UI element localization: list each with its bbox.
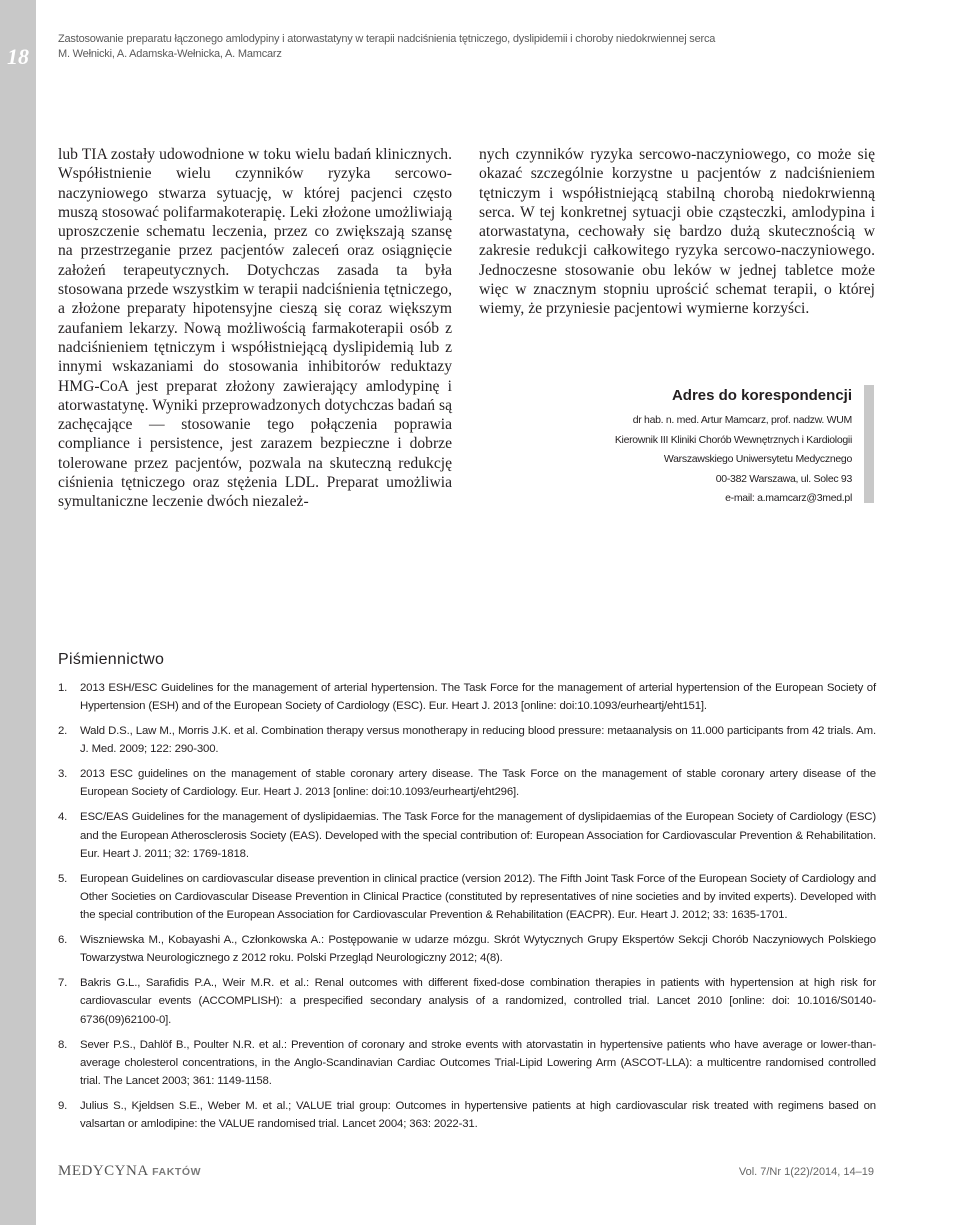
journal-name: MEDYCYNA bbox=[58, 1163, 148, 1179]
reference-text: European Guidelines on cardiovascular disease prevention in clinical practice (version 2012). The Fifth Joint Task Force of the European Society of Cardiology and Other Societies on Cardiovascular Disease Prevention in Clinical Practice (constituted by representatives of nine societies and by invited experts). Developed with the special contribution of the European Association for Cardiovascular Prevention & Rehabilitation (EACPR). Eur. Heart J. 2012; 33: 1635-1701. bbox=[80, 872, 876, 922]
reference-number: 9. bbox=[58, 1099, 68, 1112]
reference-item bbox=[58, 679, 876, 716]
journal-name-suffix: FAKTÓW bbox=[152, 1166, 202, 1178]
reference-item bbox=[58, 931, 876, 968]
correspondence-block bbox=[600, 385, 852, 509]
body-paragraph-right: nych czynników ryzyka sercowo-naczyniowego, co może się okazać szczególnie korzystne u pacjentów z nadciśnieniem tętniczym i współistniejącą stabilną chorobą niedokrwienną serca. W tej konkretnej sytuacji obie cząsteczki, amlodypina i atorwastatyna, cechowały się bardzo dużą skutecznością w zakresie redukcji całkowitego ryzyka sercowo-naczyniowego. Jednoczesne stosowanie obu leków w jednej tabletce może więc w znacznym stopniu uprościć schemat terapii, o której wiemy, że przyniesie pacjentowi wymierne korzyści. bbox=[479, 146, 875, 318]
reference-text: 2013 ESC guidelines on the management of stable coronary artery disease. The Task Force on the management of stable coronary artery disease of the European Society of Cardiology. Eur. Heart J. 2013 [online: doi:10.1093/eurheartj/eht296]. bbox=[80, 768, 876, 799]
reference-text: Julius S., Kjeldsen S.E., Weber M. et al.; VALUE trial group: Outcomes in hypertensive patients at high cardiovascular risk treated with regimens based on valsartan or amlodipine: the VALUE randomised trial. Lancet 2004; 363: 2022-31. bbox=[80, 1099, 876, 1131]
reference-number: 6. bbox=[58, 934, 68, 947]
reference-item bbox=[58, 808, 876, 863]
running-header-title: Zastosowanie preparatu łączonego amlodypiny i atorwastatyny w terapii nadciśnienia tętniczego, dyslipidemii i choroby niedokrwiennej serca bbox=[58, 33, 716, 45]
references-heading: Piśmiennictwo bbox=[58, 651, 165, 668]
reference-number: 2. bbox=[58, 725, 68, 738]
journal-logo bbox=[58, 1163, 201, 1180]
reference-number: 5. bbox=[58, 872, 68, 885]
page-number: 18 bbox=[7, 44, 29, 69]
reference-text: 2013 ESH/ESC Guidelines for the management of arterial hypertension. The Task Force for the management of arterial hypertension of the European Society of Hypertension (ESH) and of the European Society of Cardiology (ESC). Eur. Heart J. 2013 [online: doi:10.1093/eurheartj/eht151]. bbox=[80, 682, 876, 713]
reference-text: Bakris G.L., Sarafidis P.A., Weir M.R. et al.: Renal outcomes with different fixed-dose combination therapies in patients with hypertension at high risk for cardiovascular events (ACCOMPLISH): a prespecified secondary analysis of a randomized, controlled trial. Lancet 2010 [online: doi: 10.1016/S0140-6736(09)62100-0]. bbox=[80, 977, 876, 1026]
page-side-tab bbox=[0, 0, 36, 1225]
reference-text: Wald D.S., Law M., Morris J.K. et al. Combination therapy versus monotherapy in reducing blood pressure: metaanalysis on 11.000 participants from 42 trials. Am. J. Med. 2009; 122: 290-300. bbox=[80, 725, 876, 756]
reference-number: 4. bbox=[58, 811, 68, 824]
reference-number: 7. bbox=[58, 977, 68, 990]
body-left-column bbox=[58, 145, 452, 512]
correspondence-accent-bar bbox=[864, 385, 874, 503]
reference-item bbox=[58, 974, 876, 1029]
running-header bbox=[58, 32, 938, 62]
running-header-authors: M. Wełnicki, A. Adamska-Wełnicka, A. Mamcarz bbox=[58, 48, 282, 60]
correspondence-heading: Adres do korespondencji bbox=[671, 387, 852, 404]
correspondence-line: 00-382 Warszawa, ul. Solec 93 bbox=[715, 472, 852, 485]
body-right-column bbox=[479, 145, 875, 319]
correspondence-line: Kierownik III Kliniki Chorób Wewnętrznych i Kardiologii bbox=[614, 433, 852, 446]
reference-item bbox=[58, 722, 876, 759]
reference-text: Wiszniewska M., Kobayashi A., Członkowska A.: Postępowanie w udarze mózgu. Skrót Wytycznych Grupy Ekspertów Sekcji Chorób Naczyniowych Polskiego Towarzystwa Neurologicznego z 2012 roku. Polski Przegląd Neurologiczny 2012; 4(8). bbox=[80, 934, 876, 965]
correspondence-email[interactable]: e-mail: a.mamcarz@3med.pl bbox=[725, 492, 852, 505]
reference-item bbox=[58, 870, 876, 925]
reference-item bbox=[58, 1036, 876, 1091]
body-paragraph-left: lub TIA zostały udowodnione w toku wielu badań klinicznych. Współistnienie wielu czynników ryzyka sercowo-naczyniowego stwarza sytuację, w której pacjenci często muszą stosować polifarmakoterapię. Leki złożone umożliwiają uproszczenie schematu leczenia, przez co zwiększają szansę na przestrzeganie przez pacjentów zaleceń oraz osiągnięcie założeń terapeutycznych. Dotychczas zasada ta była stosowana przede wszystkim w terapii nadciśnienia tętniczego, a złożone preparaty hipotensyjne cieszą się coraz większym zaufaniem lekarzy. Nową możliwością farmakoterapii osób z nadciśnieniem tętniczym i współistniejącą dyslipidemią lub z innymi wskazaniami do stosowania inhibitorów reduktazy HMG-CoA jest preparat złożony zawierający amlodypinę i atorwastatynę. Wyniki przeprowadzonych dotychczas badań są zachęcające — stosowanie tego połączenia poprawia compliance i persistence, jest zarazem bezpieczne i dobrze tolerowane przez pacjentów, pozwala na skuteczną redukcję ciśnienia tętniczego oraz stężenia LDL. Preparat umożliwia symultaniczne leczenie dwóch niezależ- bbox=[58, 146, 452, 511]
correspondence-line: dr hab. n. med. Artur Mamcarz, prof. nadzw. WUM bbox=[632, 414, 852, 426]
reference-text: ESC/EAS Guidelines for the management of dyslipidaemias. The Task Force for the management of dyslipidaemias of the European Society of Cardiology (ESC) and the European Atherosclerosis Society (EAS). Developed with the special contribution of: European Association for Cardiovascular Prevention & Rehabilitation. Eur. Heart J. 2011; 32: 1769-1818. bbox=[80, 811, 876, 860]
volume-info: Vol. 7/Nr 1(22)/2014, 14–19 bbox=[738, 1166, 874, 1178]
reference-text: Sever P.S., Dahlöf B., Poulter N.R. et al.: Prevention of coronary and stroke events with atorvastatin in hypertensive patients who have average or lower-than-average cholesterol concentrations, in the Anglo-Scandinavian Cardiac Outcomes Trial-Lipid Lowering Arm (ASCOT-LLA): a multicentre randomised controlled trial. The Lancet 2003; 361: 1149-1158. bbox=[80, 1038, 876, 1088]
reference-item bbox=[58, 1097, 876, 1134]
correspondence-line: Warszawskiego Uniwersytetu Medycznego bbox=[663, 453, 852, 466]
reference-number: 1. bbox=[58, 682, 68, 694]
reference-number: 8. bbox=[58, 1038, 68, 1051]
reference-number: 3. bbox=[58, 768, 68, 781]
references-list bbox=[58, 679, 876, 1140]
reference-item bbox=[58, 765, 876, 802]
